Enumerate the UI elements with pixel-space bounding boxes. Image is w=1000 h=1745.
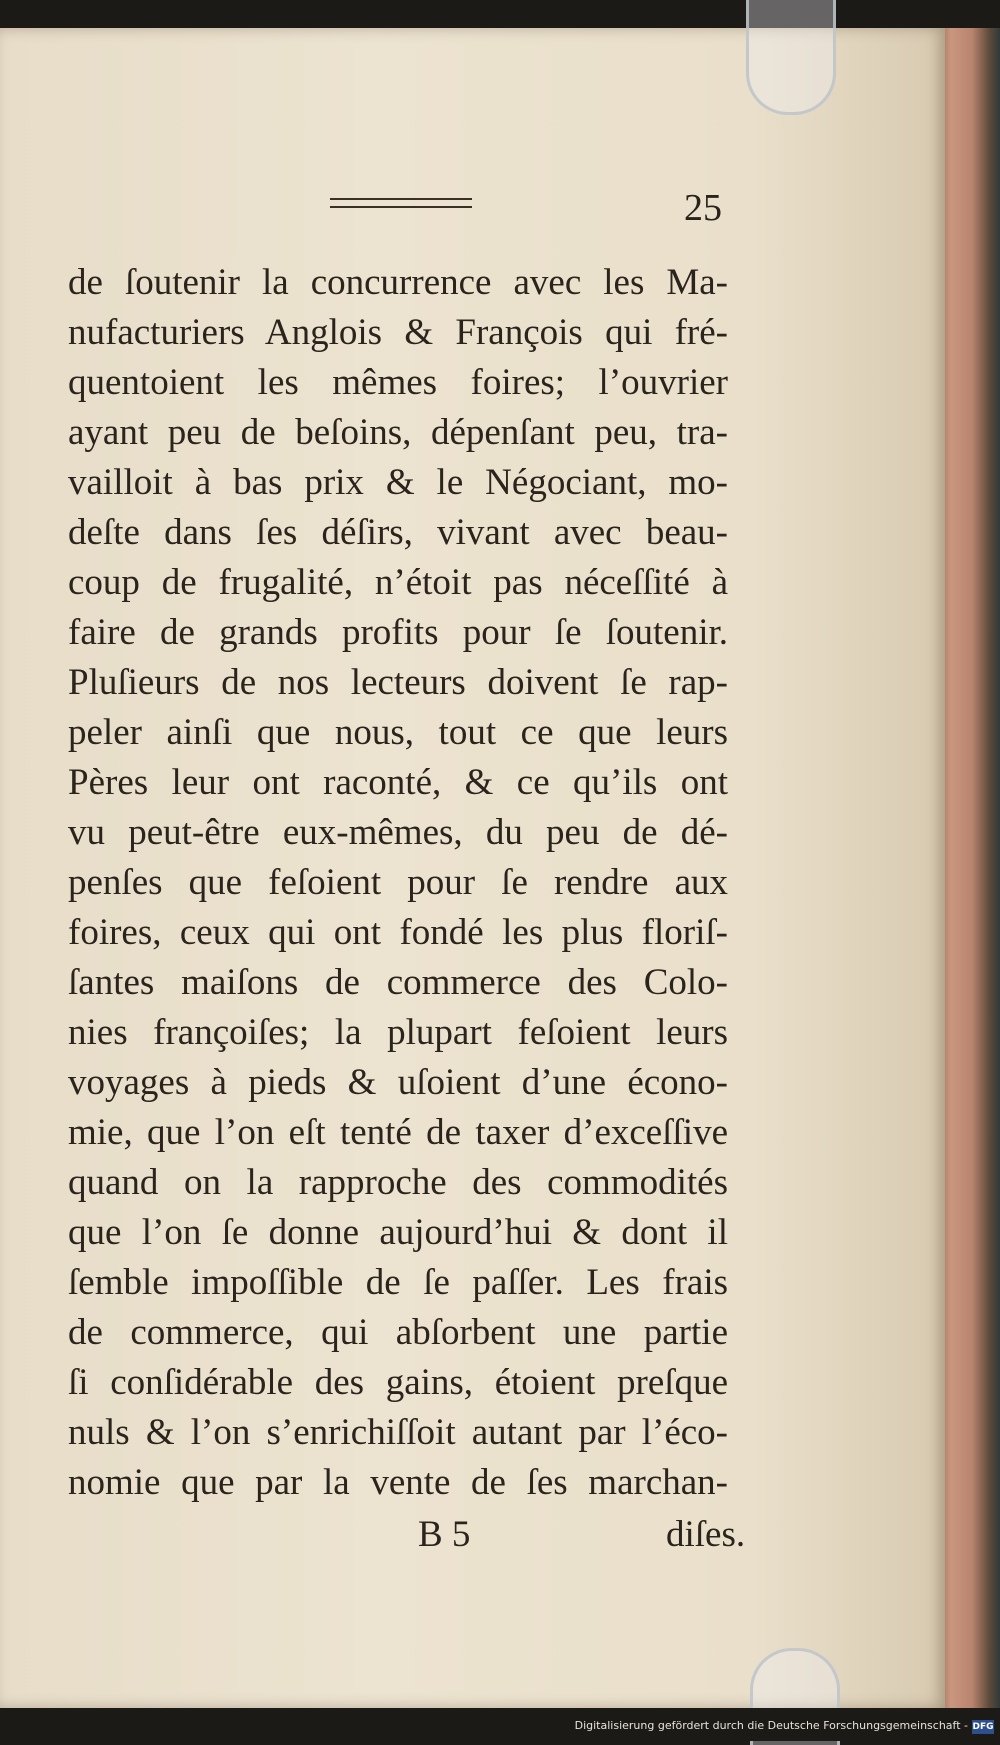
catchword: diſes. — [666, 1514, 746, 1555]
text-line: nuls & l’on s’enrichiſſoit autant par l’éco- — [68, 1412, 728, 1453]
text-line: quand on la rapproche des commodités — [68, 1162, 728, 1203]
text-line: nufacturiers Anglois & François qui fré- — [68, 312, 728, 353]
text-line: de ſoutenir la concurrence avec les Ma- — [68, 262, 728, 303]
text-line: vailloit à bas prix & le Négociant, mo- — [68, 462, 728, 503]
text-line: quentoient les mêmes foires; l’ouvrier — [68, 362, 728, 403]
text-line: vu peut-être eux-mêmes, du peu de dé- — [68, 812, 728, 853]
text-line: ayant peu de beſoins, dépenſant peu, tra- — [68, 412, 728, 453]
page-number: 25 — [684, 187, 722, 229]
signature-mark: B 5 — [418, 1514, 471, 1555]
page-clip-top — [746, 0, 836, 115]
header-rule — [330, 198, 472, 208]
text-line: coup de frugalité, n’étoit pas néceſſité à — [68, 562, 728, 603]
text-line: de commerce, qui abſorbent une partie — [68, 1312, 728, 1353]
text-line: nies françoiſes; la plupart feſoient leurs — [68, 1012, 728, 1053]
text-line: ſi conſidérable des gains, étoient preſque — [68, 1362, 728, 1403]
text-line: ſantes maiſons de commerce des Colo- — [68, 962, 728, 1003]
book-page — [0, 28, 945, 1708]
dfg-logo: DFG — [972, 1722, 994, 1732]
text-line: mie, que l’on eſt tenté de taxer d’exceſſive — [68, 1112, 728, 1153]
text-line: ſemble impoſſible de ſe paſſer. Les frais — [68, 1262, 728, 1303]
text-line: nomie que par la vente de ſes marchan- — [68, 1462, 728, 1503]
text-line: peler ainſi que nous, tout ce que leurs — [68, 712, 728, 753]
text-line: deſte dans ſes déſirs, vivant avec beau- — [68, 512, 728, 553]
body-text — [68, 258, 728, 1508]
digitization-credit: Digitalisierung gefördert durch die Deutsche Forschungsgemeinschaft - — [574, 1719, 968, 1732]
text-line: Pères leur ont raconté, & ce qu’ils ont — [68, 762, 728, 803]
page-footer — [0, 1513, 945, 1563]
text-line: penſes que feſoient pour ſe rendre aux — [68, 862, 728, 903]
text-line: que l’on ſe donne aujourd’hui & dont il — [68, 1212, 728, 1253]
text-line: foires, ceux qui ont fondé les plus floriſ- — [68, 912, 728, 953]
text-line: voyages à pieds & uſoient d’une écono- — [68, 1062, 728, 1103]
text-line: Pluſieurs de nos lecteurs doivent ſe rap- — [68, 662, 728, 703]
text-line: faire de grands profits pour ſe ſoutenir. — [68, 612, 728, 653]
credit-bar — [0, 1708, 1000, 1741]
